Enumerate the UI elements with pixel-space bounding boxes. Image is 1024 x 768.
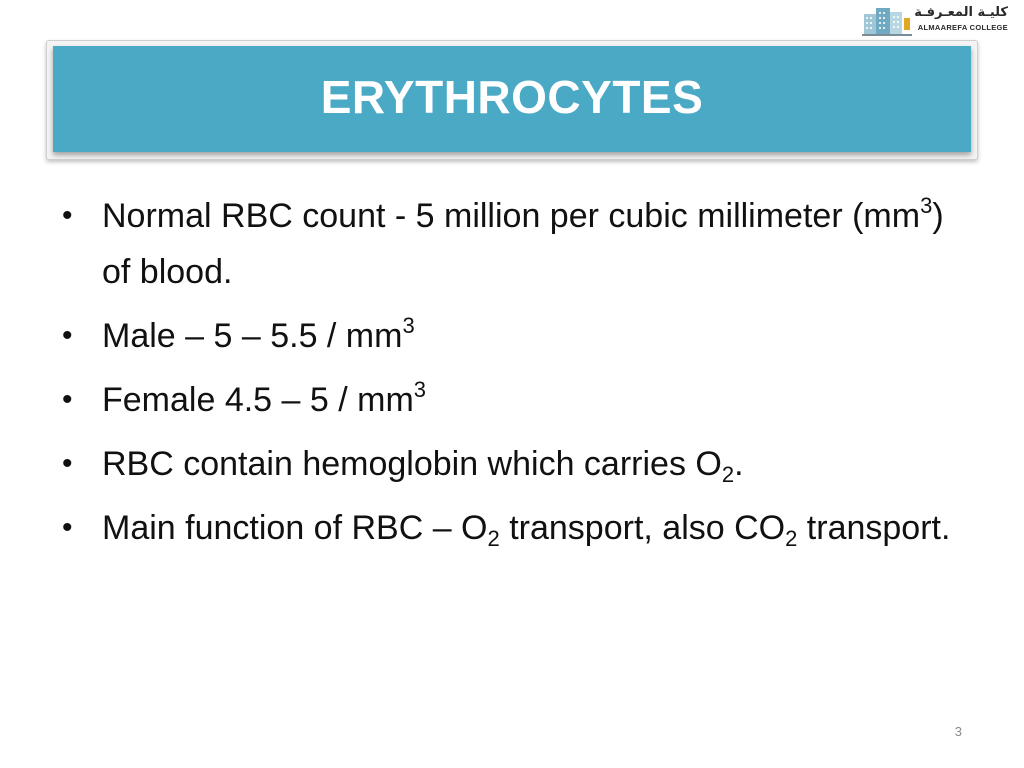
bullet-text: . bbox=[734, 445, 744, 483]
college-logo bbox=[862, 4, 1008, 38]
bullet-item bbox=[62, 308, 962, 364]
bullet-item bbox=[62, 500, 962, 556]
bullet-text: Male – 5 – 5.5 / mm bbox=[102, 317, 403, 355]
title-frame bbox=[46, 40, 978, 160]
superscript: 3 bbox=[413, 377, 427, 402]
bullet-text: RBC contain hemoglobin which carries O bbox=[102, 445, 722, 483]
slide-title: ERYTHROCYTES bbox=[320, 71, 704, 123]
bullet-text: Female 4.5 – 5 / mm bbox=[102, 381, 414, 419]
bullet-text: transport. bbox=[797, 509, 951, 547]
superscript: 3 bbox=[402, 313, 415, 338]
title-bar bbox=[53, 46, 971, 152]
subscript: 2 bbox=[721, 462, 735, 487]
logo-english-text: ALMAAREFA COLLEGE bbox=[917, 23, 1008, 32]
bullet-list bbox=[62, 188, 962, 564]
superscript: 3 bbox=[920, 193, 933, 218]
bullet-item bbox=[62, 436, 962, 492]
page-number: 3 bbox=[954, 724, 962, 739]
college-building-logo-icon bbox=[862, 4, 912, 38]
bullet-text: Normal RBC count - 5 million per cubic millimeter (mm bbox=[102, 197, 921, 235]
bullet-item bbox=[62, 188, 962, 300]
logo-arabic-text: كليـة المعـرفـة bbox=[914, 5, 1008, 20]
bullet-text: transport, also CO bbox=[499, 509, 786, 547]
subscript: 2 bbox=[785, 526, 798, 551]
bullet-item bbox=[62, 372, 962, 428]
bullet-text: Main function of RBC – O bbox=[102, 509, 488, 547]
bullet-text: ) of blood. bbox=[102, 197, 944, 291]
subscript: 2 bbox=[487, 526, 500, 551]
